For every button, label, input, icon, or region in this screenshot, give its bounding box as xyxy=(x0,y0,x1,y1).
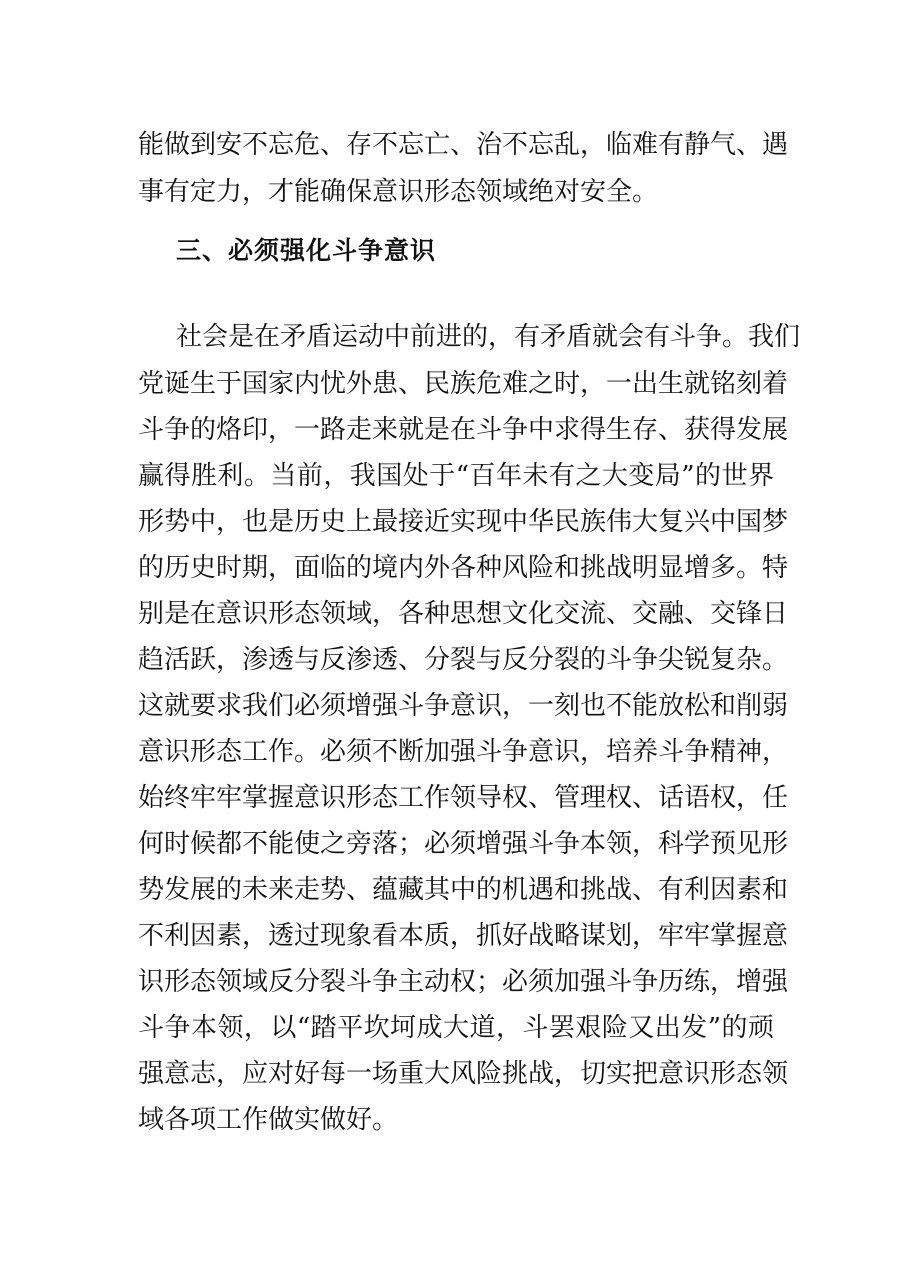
body-line-15: 识形态领域反分裂斗争主动权；必须加强斗争历练，增强 xyxy=(138,967,789,997)
body-line-17: 强意志，应对好每一场重大风险挑战，切实把意识形态领 xyxy=(138,1059,789,1089)
body-line-13: 势发展的未来走势、蕴藏其中的机遇和挑战、有利因素和 xyxy=(138,875,789,905)
body-line-5: 形势中，也是历史上最接近实现中华民族伟大复兴中国梦 xyxy=(138,507,789,537)
body-line-2: 党诞生于国家内忧外患、民族危难之时，一出生就铭刻着 xyxy=(138,369,789,399)
body-line-7: 别是在意识形态领域，各种思想文化交流、交融、交锋日 xyxy=(138,599,789,629)
intro-line-2: 事有定力，才能确保意识形态领域绝对安全。 xyxy=(138,177,659,207)
body-line-4: 赢得胜利。当前，我国处于“百年未有之大变局”的世界 xyxy=(138,461,774,491)
body-line-1: 社会是在矛盾运动中前进的，有矛盾就会有斗争。我们 xyxy=(176,322,801,352)
body-line-10: 意识形态工作。必须不断加强斗争意识，培养斗争精神， xyxy=(138,737,789,767)
body-line-16: 斗争本领，以“踏平坎坷成大道，斗罢艰险又出发”的顽 xyxy=(138,1013,774,1043)
body-line-11: 始终牢牢掌握意识形态工作领导权、管理权、话语权，任 xyxy=(138,783,789,813)
body-line-6: 的历史时期，面临的境内外各种风险和挑战明显增多。特 xyxy=(138,553,789,583)
body-line-18: 域各项工作做实做好。 xyxy=(138,1105,399,1135)
section-heading: 三、必须强化斗争意识 xyxy=(176,236,437,265)
body-line-9: 这就要求我们必须增强斗争意识，一刻也不能放松和削弱 xyxy=(138,691,789,721)
body-line-8: 趋活跃，渗透与反渗透、分裂与反分裂的斗争尖锐复杂。 xyxy=(138,645,789,675)
body-line-12: 何时候都不能使之旁落；必须增强斗争本领，科学预见形 xyxy=(138,829,789,859)
body-line-14: 不利因素，透过现象看本质，抓好战略谋划，牢牢掌握意 xyxy=(138,921,789,951)
intro-line-1: 能做到安不忘危、存不忘亡、治不忘乱，临难有静气、遇 xyxy=(138,130,789,160)
body-line-3: 斗争的烙印，一路走来就是在斗争中求得生存、获得发展 xyxy=(138,415,789,445)
